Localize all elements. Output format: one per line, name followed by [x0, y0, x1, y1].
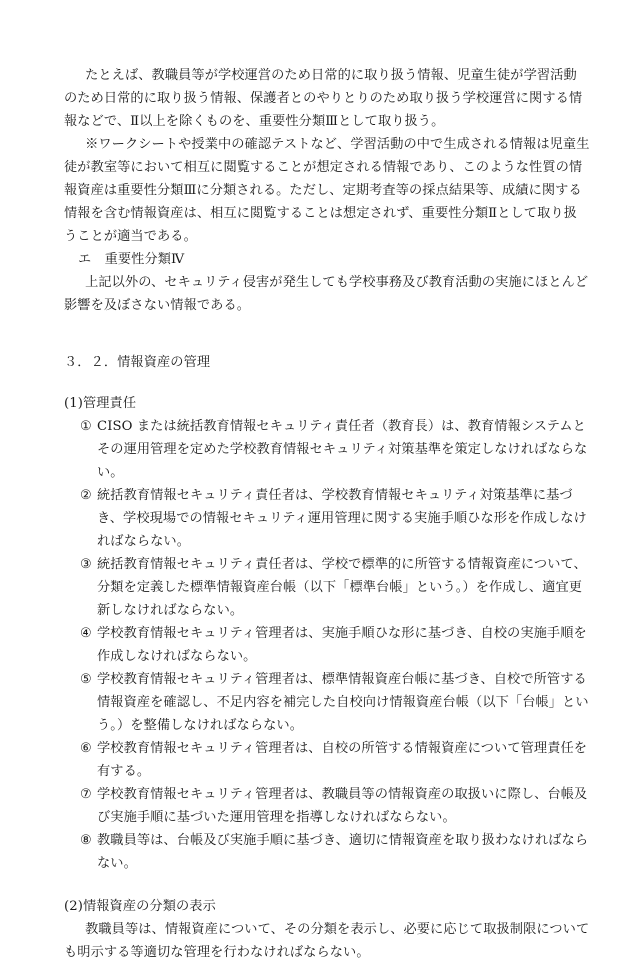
list-item-number: ⑦: [80, 787, 92, 802]
list-item-text: 統括教育情報セキュリティ責任者は、学校で標準的に所管する情報資産について、分類を定義した標準情報資産台帳（以下「標準台帳」という。）を作成し、適宜更新しなければならない。: [97, 557, 587, 618]
list-item-text: CISO または統括教育情報セキュリティ責任者（教育長）は、教育情報システムとその運用管理を定めた学校教育情報セキュリティ対策基準を策定しなければならない。: [97, 419, 588, 480]
list-item: [64, 829, 590, 875]
list-item: [64, 484, 590, 553]
list-item-text: 学校教育情報セキュリティ管理者は、標準情報資産台帳に基づき、自校で所管する情報資産を確認し、不足内容を補完した自校向け情報資産台帳（以下「台帳」という。）を整備しなければならない。: [97, 672, 589, 733]
sub-heading-importance-4: エ 重要性分類Ⅳ: [78, 252, 185, 267]
list-item: [64, 668, 590, 737]
list-item-number: ③: [80, 557, 92, 572]
list-item: [64, 553, 590, 622]
list-item: [64, 415, 590, 484]
spacer: [64, 875, 590, 895]
list-item-number: ①: [80, 419, 92, 434]
responsibility-heading: (1)管理責任: [64, 396, 137, 411]
list-item-number: ⑤: [80, 672, 92, 687]
list-item-text: 学校教育情報セキュリティ管理者は、教職員等の情報資産の取扱いに際し、台帳及び実施手順に基づいた運用管理を指導しなければならない。: [97, 787, 588, 825]
list-item: [64, 622, 590, 668]
list-item-number: ②: [80, 488, 92, 503]
section-title: ３．２．情報資産の管理: [64, 355, 211, 370]
display-heading: (2)情報資産の分類の表示: [64, 899, 216, 914]
list-item-number: ⑧: [80, 833, 92, 848]
intro-paragraph-2: ※ワークシートや授業中の確認テストなど、学習活動の中で生成される情報は児童生徒が教室等において相互に閲覧することが想定される情報であり、このような性質の情報資産は重要性分類Ⅲに分類される。ただし、定期考査等の採点結果等、成績に関する情報を含む情報資産は、相互に閲覧することは想定されず、重要性分類Ⅱとして取り扱うことが適当である。: [64, 137, 590, 244]
list-item-text: 学校教育情報セキュリティ管理者は、実施手順ひな形に基づき、自校の実施手順を作成しなければならない。: [97, 626, 587, 664]
list-item-number: ⑥: [80, 741, 92, 756]
responsibility-list: [64, 415, 590, 875]
intro-paragraph-3: 上記以外の、セキュリティ侵害が発生しても学校事務及び教育活動の実施にほとんど影響を及ぼさない情報である。: [64, 275, 589, 313]
display-paragraph: 教職員等は、情報資産について、その分類を表示し、必要に応じて取扱制限についても明示する等適切な管理を行わなければならない。: [64, 922, 590, 960]
list-item: [64, 783, 590, 829]
list-item: [64, 737, 590, 783]
spacer: [64, 317, 590, 337]
list-item-number: ④: [80, 626, 92, 641]
list-item-text: 教職員等は、台帳及び実施手順に基づき、適切に情報資産を取り扱わなければならない。: [97, 833, 589, 871]
list-item-text: 統括教育情報セキュリティ責任者は、学校教育情報セキュリティ対策基準に基づき、学校現場での情報セキュリティ運用管理に関する実施手順ひな形を作成しなければならない。: [97, 488, 587, 549]
intro-paragraph-1: たとえば、教職員等が学校運営のため日常的に取り扱う情報、児童生徒が学習活動のため日常的に取り扱う情報、保護者とのやりとりのため取り扱う学校運営に関する情報などで、Ⅱ以上を除くものを、重要性分類Ⅲとして取り扱う。: [64, 68, 583, 129]
list-item-text: 学校教育情報セキュリティ管理者は、自校の所管する情報資産について管理責任を有する。: [97, 741, 588, 779]
